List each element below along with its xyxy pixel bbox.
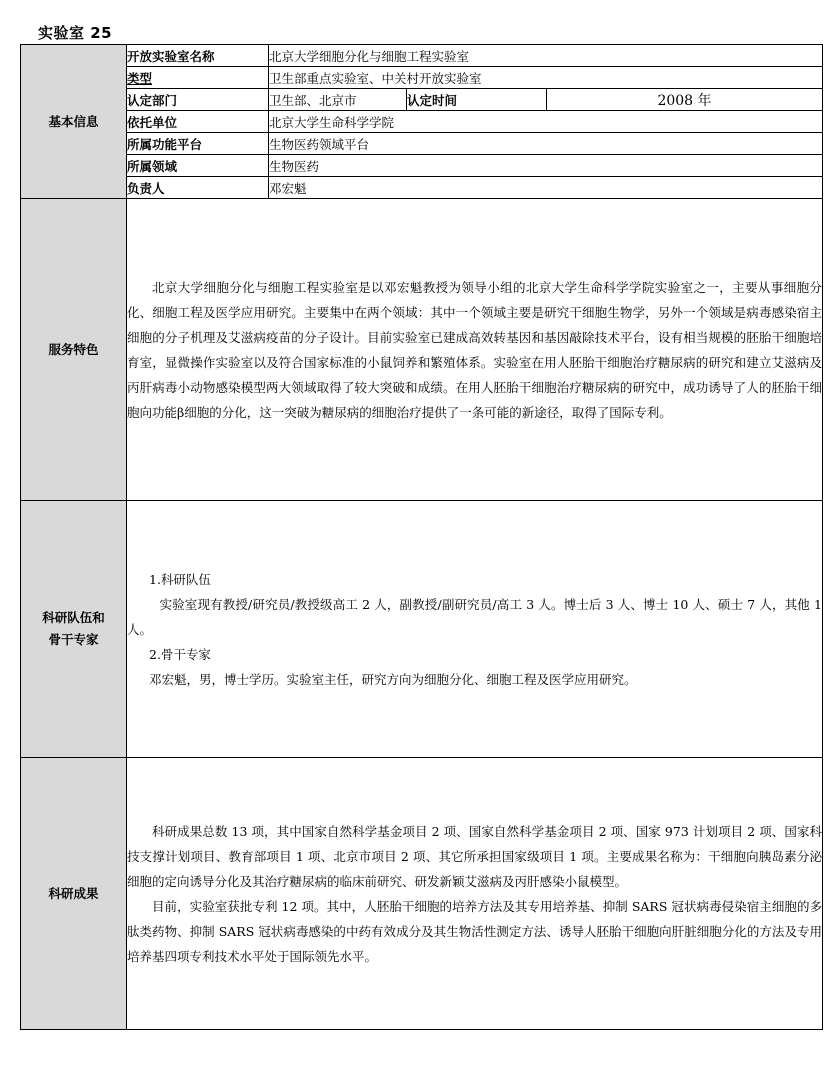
team-text-2: 邓宏魁，男，博士学历。实验室主任，研究方向为细胞分化、细胞工程及医学应用研究。	[149, 671, 637, 687]
team-heading-2: 2.骨干专家	[149, 646, 211, 662]
results-cell	[127, 758, 823, 1030]
host-label: 依托单位	[127, 111, 269, 133]
service-text: 北京大学细胞分化与细胞工程实验室是以邓宏魁教授为领导小组的北京大学生命科学学院实验室之一，主要从事细胞分化、细胞工程及医学应用研究。主要集中在两个领域：其中一个领域主要是研究干细胞生物学，另外一个领域是病毒感染宿主细胞的分子机理及艾滋病疫苗的分子设计。目前实验室已建成高效转基因和基因敲除技术平台，设有相当规模的胚胎干细胞培育室，显微操作实验室以及符合国家标准的小鼠饲养和繁殖体系。实验室在用人胚胎干细胞治疗糖尿病的研究和建立艾滋病及丙肝病毒小动物感染模型两大领域取得了较大突破和成绩。在用人胚胎干细胞治疗糖尿病的研究中，成功诱导了人的胚胎干细胞向功能β细胞的分化，这一突破为糖尿病的细胞治疗提供了一条可能的新途径，取得了国际专利。	[127, 279, 823, 420]
team-text-1: 实验室现有教授/研究员/教授级高工 2 人，副教授/副研究员/高工 3 人。博士后 3 人、博士 10 人、硕士 7 人，其他 1 人。	[127, 596, 823, 637]
section-service: 服务特色	[21, 199, 127, 501]
field-value: 生物医药	[269, 155, 823, 177]
host-value: 北京大学生命科学学院	[269, 111, 823, 133]
platform-value: 生物医药领域平台	[269, 133, 823, 155]
results-text-1: 科研成果总数 13 项，其中国家自然科学基金项目 2 项、国家自然科学基金项目 2 项、国家 973 计划项目 2 项、国家科技支撑计划项目、教育部项目 1 项、北京市项目 2 项、其它所承担国家级项目 1 项。主要成果名称为：干细胞向胰岛素分泌细胞的定向诱导分化及其治疗糖尿病的临床前研究、研发新颖艾滋病及丙肝感染小鼠模型。	[127, 823, 823, 889]
section-team-line2: 骨干专家	[48, 632, 99, 647]
section-team-line1: 科研队伍和	[42, 610, 105, 625]
time-label: 认定时间	[407, 89, 547, 111]
team-cell	[127, 501, 823, 758]
lab-name-label: 开放实验室名称	[127, 45, 269, 67]
results-text-2: 目前，实验室获批专利 12 项。其中，人胚胎干细胞的培养方法及其专用培养基、抑制 SARS 冠状病毒侵染宿主细胞的多肽类药物、抑制 SARS 冠状病毒感染的中药有效成分及其生物活性测定方法、诱导人胚胎干细胞向肝脏细胞分化的方法及专用培养基四项专利技术水平处于国际领先水平。	[127, 898, 823, 964]
head-value: 邓宏魁	[269, 177, 823, 199]
platform-label: 所属功能平台	[127, 133, 269, 155]
head-label: 负责人	[127, 177, 269, 199]
lab-name-value: 北京大学细胞分化与细胞工程实验室	[269, 45, 823, 67]
time-value: 2008 年	[547, 89, 823, 111]
type-label	[127, 67, 269, 89]
section-basic-info: 基本信息	[21, 45, 127, 199]
lab-info-table	[20, 44, 823, 1030]
team-heading-1: 1.科研队伍	[149, 571, 211, 587]
service-cell	[127, 199, 823, 501]
dept-value: 卫生部、北京市	[269, 89, 407, 111]
field-label: 所属领域	[127, 155, 269, 177]
page-title: 实验室 25	[38, 24, 113, 42]
type-value: 卫生部重点实验室、中关村开放实验室	[269, 67, 823, 89]
dept-label: 认定部门	[127, 89, 269, 111]
type-label-text: 类型	[127, 70, 153, 86]
section-team	[21, 501, 127, 758]
section-results: 科研成果	[21, 758, 127, 1030]
